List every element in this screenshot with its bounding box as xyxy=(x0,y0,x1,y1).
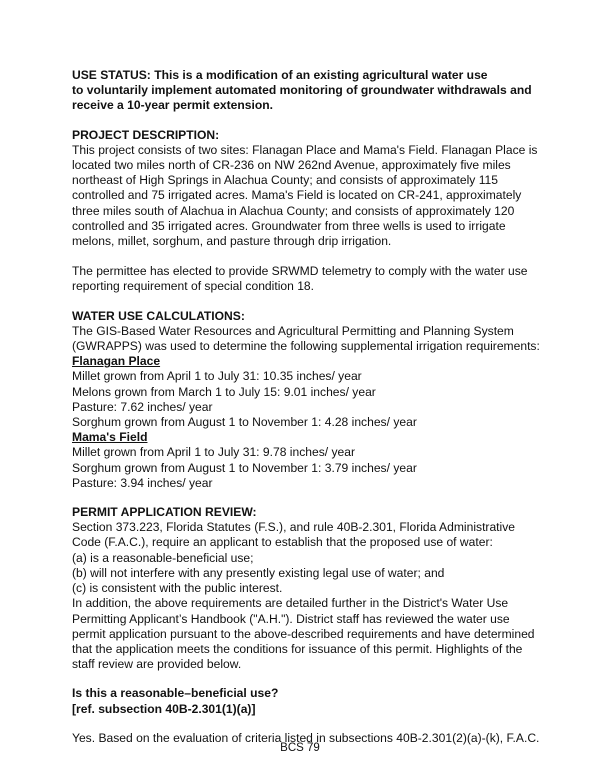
water-use-heading: WATER USE CALCULATIONS: xyxy=(72,308,245,323)
question-section xyxy=(72,686,542,716)
water-use-intro-line: (GWRAPPS) was used to determine the following supplemental irrigation requirements: xyxy=(72,339,540,354)
paragraph-line: In addition, the above requirements are detailed further in the District's Water Use xyxy=(72,596,509,611)
site-name-flanagan-place: Flanagan Place xyxy=(72,354,161,369)
document-page xyxy=(72,68,542,746)
paragraph-line: located two miles north of CR-236 on NW 262nd Avenue, approximately five miles xyxy=(72,158,511,173)
irrigation-item: Millet grown from April 1 to July 31: 9.78 inches/ year xyxy=(72,445,355,460)
project-description-heading: PROJECT DESCRIPTION: xyxy=(72,127,220,142)
question-reference: [ref. subsection 40B-2.301(1)(a)] xyxy=(72,701,256,716)
use-status-line: receive a 10-year permit extension. xyxy=(72,98,273,113)
question-line: Is this a reasonable–beneficial use? xyxy=(72,686,279,701)
telemetry-line: reporting requirement of special condition 18. xyxy=(72,279,315,294)
criteria-item: (c) is consistent with the public interest. xyxy=(72,581,283,596)
irrigation-item: Melons grown from March 1 to July 15: 9.01 inches/ year xyxy=(72,384,376,399)
paragraph-line: permit application pursuant to the above-described requirements and have determined xyxy=(72,626,535,641)
irrigation-item: Pasture: 7.62 inches/ year xyxy=(72,399,213,414)
paragraph-line: northeast of High Springs in Alachua County; and consists of approximately 115 xyxy=(72,173,498,188)
paragraph-line: Permitting Applicant’s Handbook ("A.H."). District staff has reviewed the water use xyxy=(72,611,510,626)
water-use-intro-line: The GIS-Based Water Resources and Agricultural Permitting and Planning System xyxy=(72,323,514,338)
telemetry-line: The permittee has elected to provide SRWMD telemetry to comply with the water use xyxy=(72,264,528,279)
project-description-section xyxy=(72,128,542,295)
water-use-section xyxy=(72,309,542,491)
site-name-mamas-field: Mama's Field xyxy=(72,430,148,445)
irrigation-item: Pasture: 3.94 inches/ year xyxy=(72,475,213,490)
criteria-item: (a) is a reasonable-beneficial use; xyxy=(72,550,254,565)
paragraph-line: Section 373.223, Florida Statutes (F.S.), and rule 40B-2.301, Florida Administrative xyxy=(72,520,515,535)
irrigation-item: Sorghum grown from August 1 to November 1: 3.79 inches/ year xyxy=(72,460,417,475)
permit-review-section xyxy=(72,505,542,672)
paragraph-line: melons, millet, sorghum, and pasture through drip irrigation. xyxy=(72,234,392,249)
answer-line: Yes. Based on the evaluation of criteria listed in subsections 40B-2.301(2)(a)-(k), F.A.C. xyxy=(72,730,540,745)
use-status-line: to voluntarily implement automated monitoring of groundwater withdrawals and xyxy=(72,83,532,98)
paragraph-line: This project consists of two sites: Flanagan Place and Mama's Field. Flanagan Place is xyxy=(72,142,538,157)
permit-review-heading: PERMIT APPLICATION REVIEW: xyxy=(72,505,257,520)
paragraph-line: three miles south of Alachua in Alachua County; and consists of approximately 120 xyxy=(72,203,515,218)
paragraph-line: controlled and 75 irrigated acres. Mama's Field is located on CR-241, approximately xyxy=(72,188,522,203)
paragraph-line: staff review are provided below. xyxy=(72,657,242,672)
use-status-line: USE STATUS: This is a modification of an existing agricultural water use xyxy=(72,68,488,82)
paragraph-line: that the application meets the conditions for issuance of this permit. Highlights of the xyxy=(72,641,523,656)
use-status-section xyxy=(72,68,542,114)
irrigation-item: Sorghum grown from August 1 to November 1: 4.28 inches/ year xyxy=(72,415,417,430)
page-footer: BCS 79 xyxy=(280,742,320,754)
paragraph-line: controlled and 35 irrigated acres. Groundwater from three wells is used to irrigate xyxy=(72,218,506,233)
criteria-item: (b) will not interfere with any presently existing legal use of water; and xyxy=(72,565,445,580)
irrigation-item: Millet grown from April 1 to July 31: 10.35 inches/ year xyxy=(72,369,362,384)
paragraph-line: Code (F.A.C.), require an applicant to establish that the proposed use of water: xyxy=(72,535,493,550)
